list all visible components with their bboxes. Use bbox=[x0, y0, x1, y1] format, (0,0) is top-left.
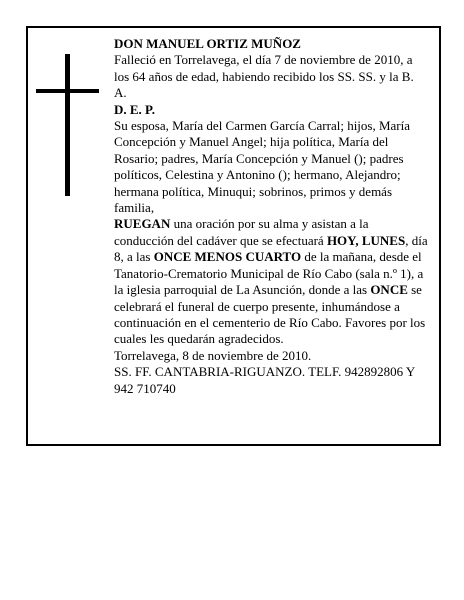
service-day: HOY, LUNES bbox=[326, 232, 406, 248]
family-list: Su esposa, María del Carmen García Carral; hijos, María Concepción y Manuel Angel; hija política, María del Rosario; padres, María Concepción y Manuel (); padres políticos, Celestina y Antonino (); hermano, Alejandro; hermana política, Minuqui; sobrinos, primos y demás familia, bbox=[114, 118, 411, 216]
funeral-services-line: SS. FF. CANTABRIA-RIGUANZO. TELF. 942892806 Y 942 710740 bbox=[114, 364, 415, 396]
cross-icon bbox=[65, 54, 70, 196]
death-notice: Falleció en Torrelavega, el día 7 de noviembre de 2010, a los 64 años de edad, habiendo recibido los SS. SS. y la B. A. bbox=[114, 52, 414, 101]
request-text-1: una oración por su alma y asistan a la conducción del cadáver que se efectuará bbox=[114, 216, 369, 248]
request-paragraph bbox=[114, 216, 428, 347]
request-text-2: , día 8, a las bbox=[114, 232, 428, 265]
request-text-3: de la mañana, desde el Tanatorio-Crematorio Municipal de Río Cabo (sala n.º 1), a la iglesia parroquial de La Asunción, donde a las bbox=[114, 249, 424, 298]
deceased-name: DON MANUEL ORTIZ MUÑOZ bbox=[114, 36, 301, 51]
obituary-text bbox=[114, 36, 428, 397]
dep-line: D. E. P. bbox=[114, 101, 156, 117]
date-line: Torrelavega, 8 de noviembre de 2010. bbox=[114, 347, 312, 363]
service-time: ONCE MENOS CUARTO bbox=[153, 249, 302, 265]
request-text-4: se celebrará el funeral de cuerpo presente, inhumándose a continuación en el cementerio de Río Cabo. Favores por los cuales les quedarán agradecidos. bbox=[114, 282, 426, 347]
ruegan-word: RUEGAN bbox=[114, 216, 171, 232]
funeral-time: ONCE bbox=[370, 282, 408, 298]
cross-icon-bar bbox=[36, 89, 99, 93]
